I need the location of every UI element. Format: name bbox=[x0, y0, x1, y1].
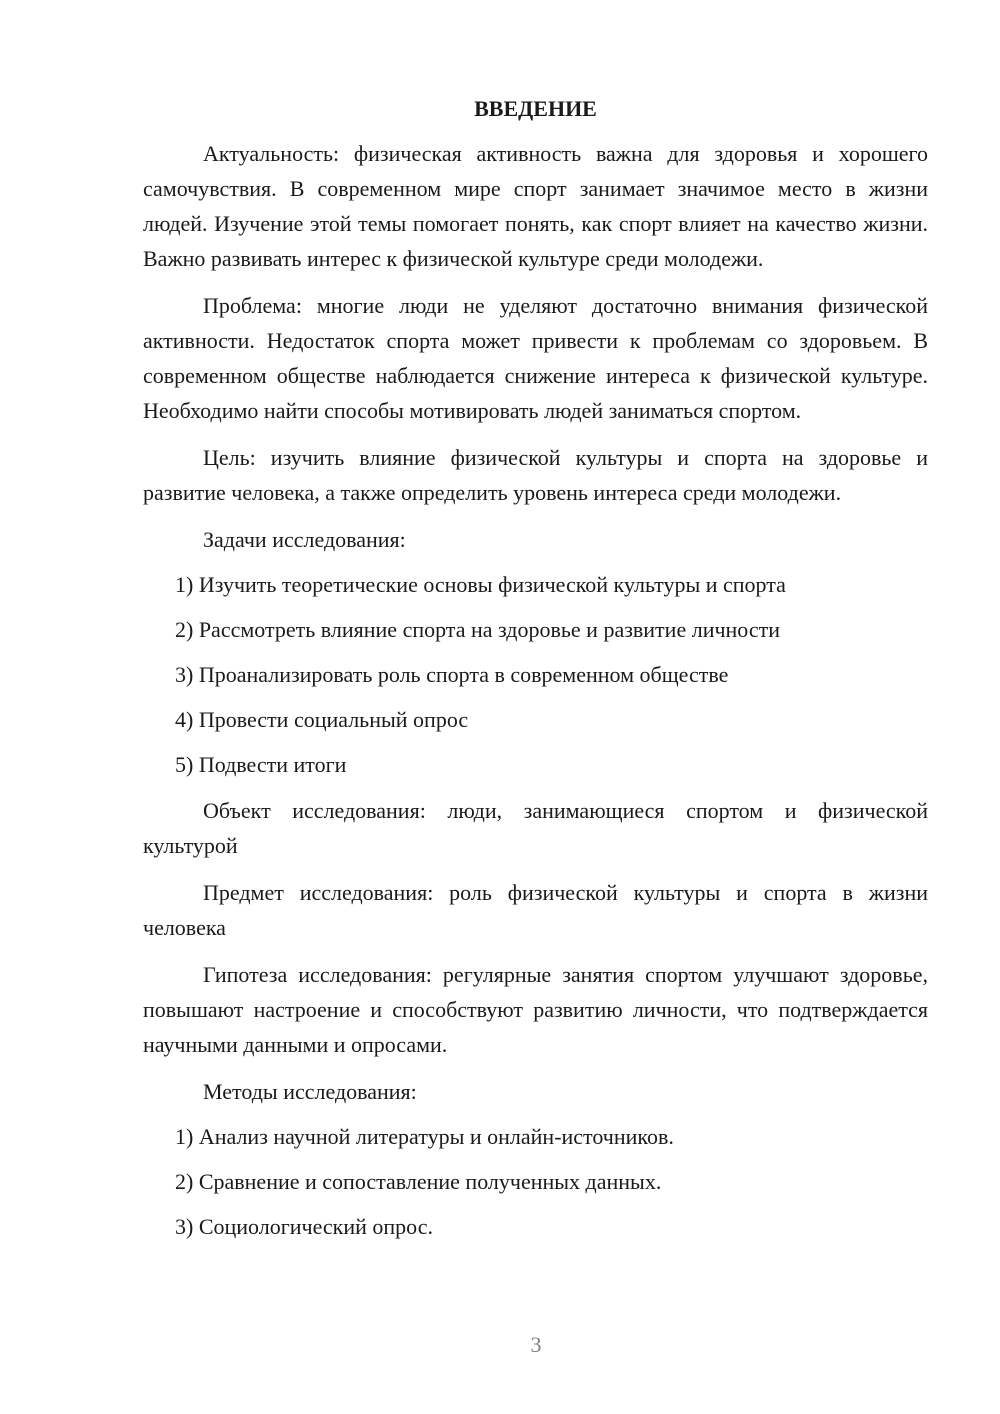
hypothesis-paragraph: Гипотеза исследования: регулярные занятия спортом улучшают здоровье, повышают настроение и способствуют развитию личности, что подтверждается научными данными и опросами. bbox=[143, 962, 928, 1057]
goal-paragraph: Цель: изучить влияние физической культуры и спорта на здоровье и развитие человека, а также определить уровень интереса среди молодежи. bbox=[143, 445, 928, 505]
tasks-heading: Задачи исследования: bbox=[203, 527, 406, 552]
list-item: 5) Подвести итоги bbox=[175, 752, 347, 777]
list-item: 1) Анализ научной литературы и онлайн-источников. bbox=[175, 1124, 674, 1149]
list-item: 4) Провести социальный опрос bbox=[175, 707, 469, 732]
list-item: 1) Изучить теоретические основы физической культуры и спорта bbox=[175, 572, 786, 597]
methods-heading: Методы исследования: bbox=[203, 1079, 417, 1104]
list-item: 2) Сравнение и сопоставление полученных данных. bbox=[175, 1169, 662, 1194]
list-item: 2) Рассмотреть влияние спорта на здоровье и развитие личности bbox=[175, 617, 780, 642]
list-item: 3) Проанализировать роль спорта в современном обществе bbox=[175, 662, 729, 687]
relevance-paragraph: Актуальность: физическая активность важна для здоровья и хорошего самочувствия. В современном мире спорт занимает значимое место в жизни людей. Изучение этой темы помогает понять, как спорт влияет на качество жизни. Важно развивать интерес к физической культуре среди молодежи. bbox=[143, 141, 928, 271]
subject-paragraph: Предмет исследования: роль физической культуры и спорта в жизни человека bbox=[143, 880, 928, 940]
problem-paragraph: Проблема: многие люди не уделяют достаточно внимания физической активности. Недостаток спорта может привести к проблемам со здоровьем. В современном обществе наблюдается снижение интереса к физической культуре. Необходимо найти способы мотивировать людей заниматься спортом. bbox=[143, 293, 928, 423]
page-number: 3 bbox=[530, 1332, 542, 1357]
page-title: ВВЕДЕНИЕ bbox=[474, 96, 597, 121]
document-page bbox=[143, 92, 928, 1255]
object-paragraph: Объект исследования: люди, занимающиеся спортом и физической культурой bbox=[143, 798, 928, 858]
list-item: 3) Социологический опрос. bbox=[175, 1214, 433, 1239]
tasks-list bbox=[143, 567, 928, 782]
methods-list bbox=[143, 1119, 928, 1244]
